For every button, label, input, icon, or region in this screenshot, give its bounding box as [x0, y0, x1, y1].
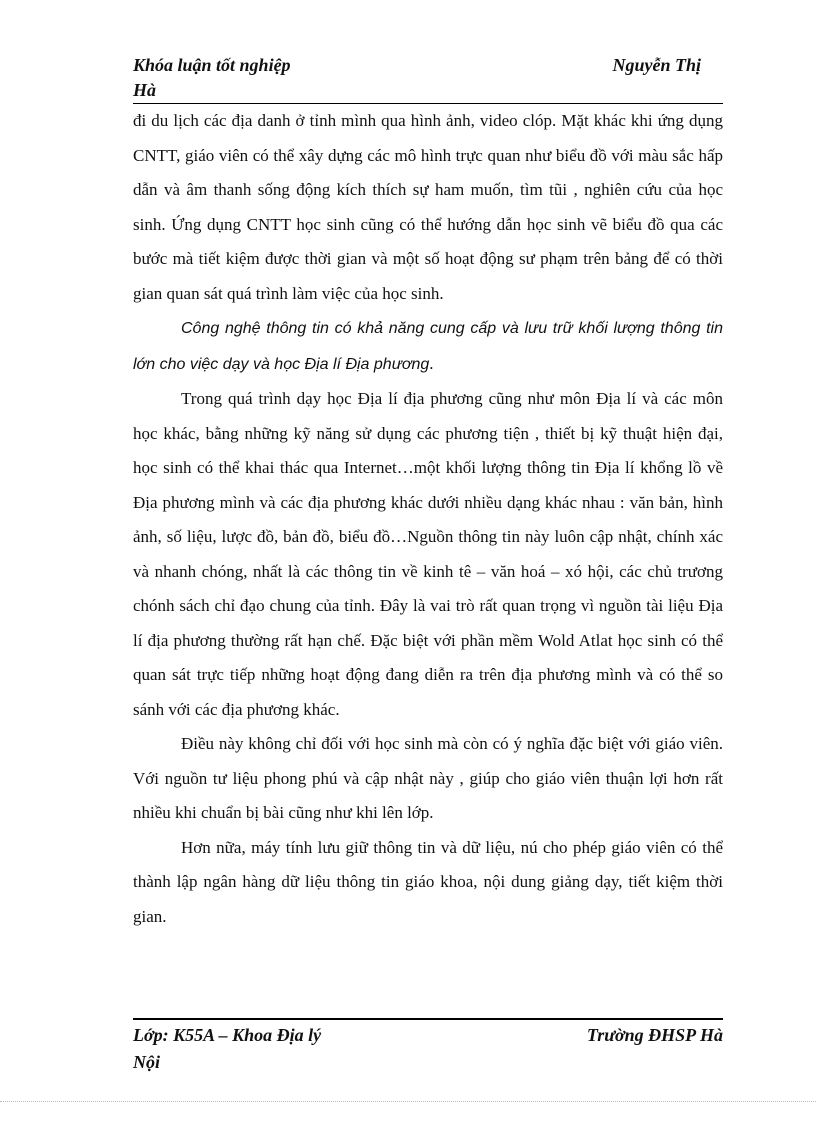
paragraph-2-period: . — [429, 353, 434, 373]
paragraph-2-italic — [133, 311, 723, 382]
footer-class-faculty: Lớp: K55A – Khoa Địa lý — [133, 1025, 322, 1045]
paragraph-1: đi du lịch các địa danh ở tỉnh mình qua hình ảnh, video clóp. Mặt khác khi ứng dụng CNTT, giáo viên có thể xây dựng các mô hình trực quan như biểu đồ với màu sắc hấp dẫn và âm thanh sống động kích thích sự ham muốn, tìm tũi , nghiên cứu của học sinh. Ứng dụng CNTT học sinh cũng có thể hướng dẫn học sinh vẽ biểu đồ qua các bước mà tiết kiệm được thời gian và một số hoạt động sư phạm trên bảng để có thời gian quan sát quá trình làm việc của học sinh. — [133, 111, 723, 303]
footer-divider — [133, 1018, 723, 1020]
paragraph-3: Trong quá trình dạy học Địa lí địa phương cũng như môn Địa lí và các môn học khác, bằng những kỹ năng sử dụng các phương tiện , thiết bị kỹ thuật hiện đại, học sinh có thể khai thác qua Internet…một khối lượng thông tin Địa lí khổng lồ về Địa phương mình và các địa phương khác dưới nhiều dạng khác nhau : văn bản, hình ảnh, số liệu, lược đồ, bản đồ, biểu đồ…Nguồn thông tin này luôn cập nhật, chính xác và nhanh chóng, nhất là các thông tin về kinh tê – văn hoá – xó hội, các chủ trương chónh sách chỉ đạo chung của tỉnh. Đây là vai trò rất quan trọng vì nguồn tài liệu Địa lí địa phương thường rất hạn chế. Đặc biệt với phần mềm Wold Atlat học sinh có thể quan sát trực tiếp những hoạt động đang diễn ra trên địa phương mình và có thể so sánh với các địa phương khác. — [133, 389, 723, 719]
page-bottom-dotted-line — [0, 1101, 816, 1102]
paragraph-2-text: Công nghệ thông tin có khả năng cung cấp và lưu trữ khối lượng thông tin lớn cho việc dạy và học Địa lí Địa phương — [133, 320, 723, 373]
document-body — [133, 104, 723, 934]
paragraph-4: Điều này không chỉ đối với học sinh mà còn có ý nghĩa đặc biệt với giáo viên. Với nguồn tư liệu phong phú và cập nhật này , giúp cho giáo viên thuận lợi hơn rất nhiều khi chuẩn bị bài cũng như khi lên lớp. — [133, 734, 723, 822]
header-author-name: Nguyễn Thị — [612, 55, 701, 75]
header-thesis-title: Khóa luận tốt nghiệp — [133, 55, 291, 75]
page-header — [133, 53, 723, 103]
paragraph-5: Hơn nữa, máy tính lưu giữ thông tin và dữ liệu, nú cho phép giáo viên có thể thành lập ngân hàng dữ liệu thông tin giáo khoa, nội dung giảng dạy, tiết kiệm thời gian. — [133, 837, 723, 926]
page-footer — [133, 1022, 723, 1076]
header-author-name-continued: Hà — [133, 80, 157, 100]
footer-university-continued: Nội — [133, 1052, 160, 1072]
footer-university: Trường ĐHSP Hà — [586, 1025, 723, 1045]
